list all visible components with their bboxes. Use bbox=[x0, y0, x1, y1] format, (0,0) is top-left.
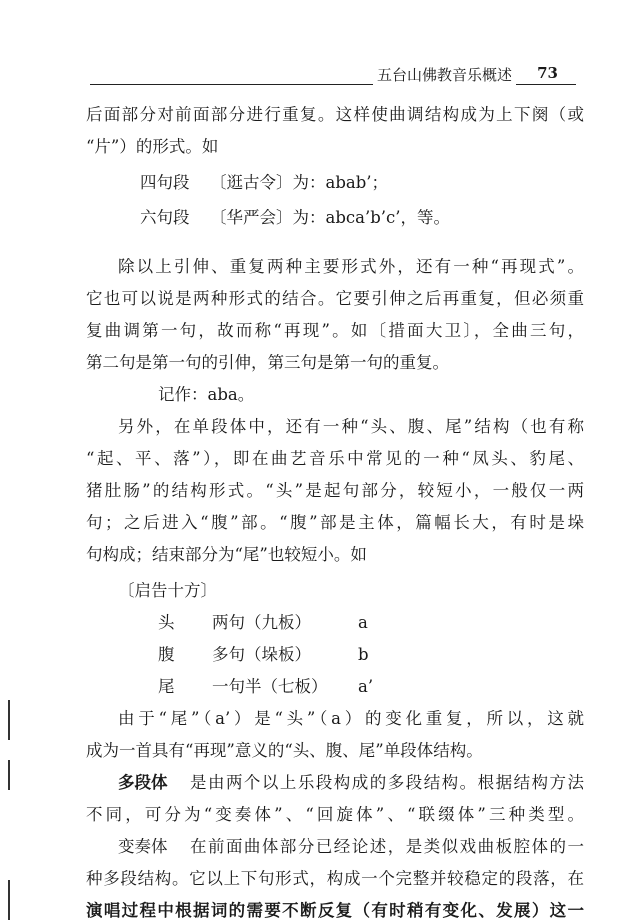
text-line: “片”）的形式。如 bbox=[86, 137, 219, 156]
example-label: 六句段 bbox=[140, 208, 190, 227]
text-line: 不同，可分为“变奏体”、“回旋体”、“联缀体”三种类型。 bbox=[86, 805, 584, 824]
text-line: 由于“尾”（a’）是“头”（a）的变化重复，所以，这就 bbox=[118, 709, 584, 728]
example-text: 〔逛古令〕为：abab’； bbox=[210, 173, 389, 192]
text-line: 后面部分对前面部分进行重复。这样使曲调结构成为上下阕（或 bbox=[86, 105, 584, 124]
text-line: 在前面曲体部分已经论述，是类似戏曲板腔体的一 bbox=[190, 837, 584, 856]
structure-symbol: a’ bbox=[358, 677, 374, 696]
text-line: 句；之后进入“腹”部。“腹”部是主体，篇幅长大，有时是垛 bbox=[86, 513, 584, 532]
structure-symbol: a bbox=[358, 613, 368, 632]
text-line: 它也可以说是两种形式的结合。它要引伸之后再重复，但必须重 bbox=[86, 289, 584, 308]
structure-part: 腹 bbox=[158, 645, 175, 664]
text-line: 种多段结构。它以上下句形式，构成一个完整并较稳定的段落，在 bbox=[86, 869, 584, 888]
text-line: 复曲调第一句，故而称“再现”。如〔措面大卫〕，全曲三句， bbox=[86, 321, 584, 340]
text-line: 成为一首具有“再现”意义的“头、腹、尾”单段体结构。 bbox=[86, 741, 483, 760]
text-line: 第二句是第一句的引伸，第三句是第一句的重复。 bbox=[86, 353, 449, 372]
structure-part: 头 bbox=[158, 613, 175, 632]
text-line: 演唱过程中根据词的需要不断反复（有时稍有变化、发展）这一 bbox=[86, 901, 584, 920]
header-title: 五台山佛教音乐概述 bbox=[373, 64, 516, 85]
text-line: 除以上引伸、重复两种主要形式外，还有一种“再现式”。 bbox=[118, 257, 584, 276]
scan-margin-mark bbox=[8, 880, 10, 920]
page-number: 73 bbox=[533, 64, 562, 82]
example-title: 〔启告十方〕 bbox=[118, 581, 217, 600]
example-text: 〔华严会〕为：abca’b’c’，等。 bbox=[210, 208, 451, 227]
structure-part: 尾 bbox=[158, 677, 175, 696]
text-line: 猪肚肠”的结构形式。“头”是起句部分，较短小，一般仅一两 bbox=[86, 481, 584, 500]
section-term: 变奏体 bbox=[118, 837, 168, 856]
text-line: 另外，在单段体中，还有一种“头、腹、尾”结构（也有称 bbox=[118, 417, 584, 436]
scan-margin-mark bbox=[8, 700, 10, 740]
example-label: 四句段 bbox=[140, 173, 190, 192]
running-header bbox=[90, 64, 576, 92]
structure-desc: 一句半（七板） bbox=[212, 677, 328, 696]
structure-desc: 多句（垛板） bbox=[212, 645, 311, 664]
text-line: 句构成；结束部分为“尾”也较短小。如 bbox=[86, 545, 367, 564]
structure-symbol: b bbox=[358, 645, 369, 664]
formula-line: 记作：aba。 bbox=[158, 385, 255, 404]
scan-margin-mark bbox=[8, 760, 10, 790]
structure-desc: 两句（九板） bbox=[212, 613, 311, 632]
text-line: 是由两个以上乐段构成的多段结构。根据结构方法 bbox=[190, 773, 584, 792]
section-term: 多段体 bbox=[118, 773, 168, 792]
text-line: “起、平、落”），即在曲艺音乐中常见的一种“凤头、豹尾、 bbox=[86, 449, 584, 468]
